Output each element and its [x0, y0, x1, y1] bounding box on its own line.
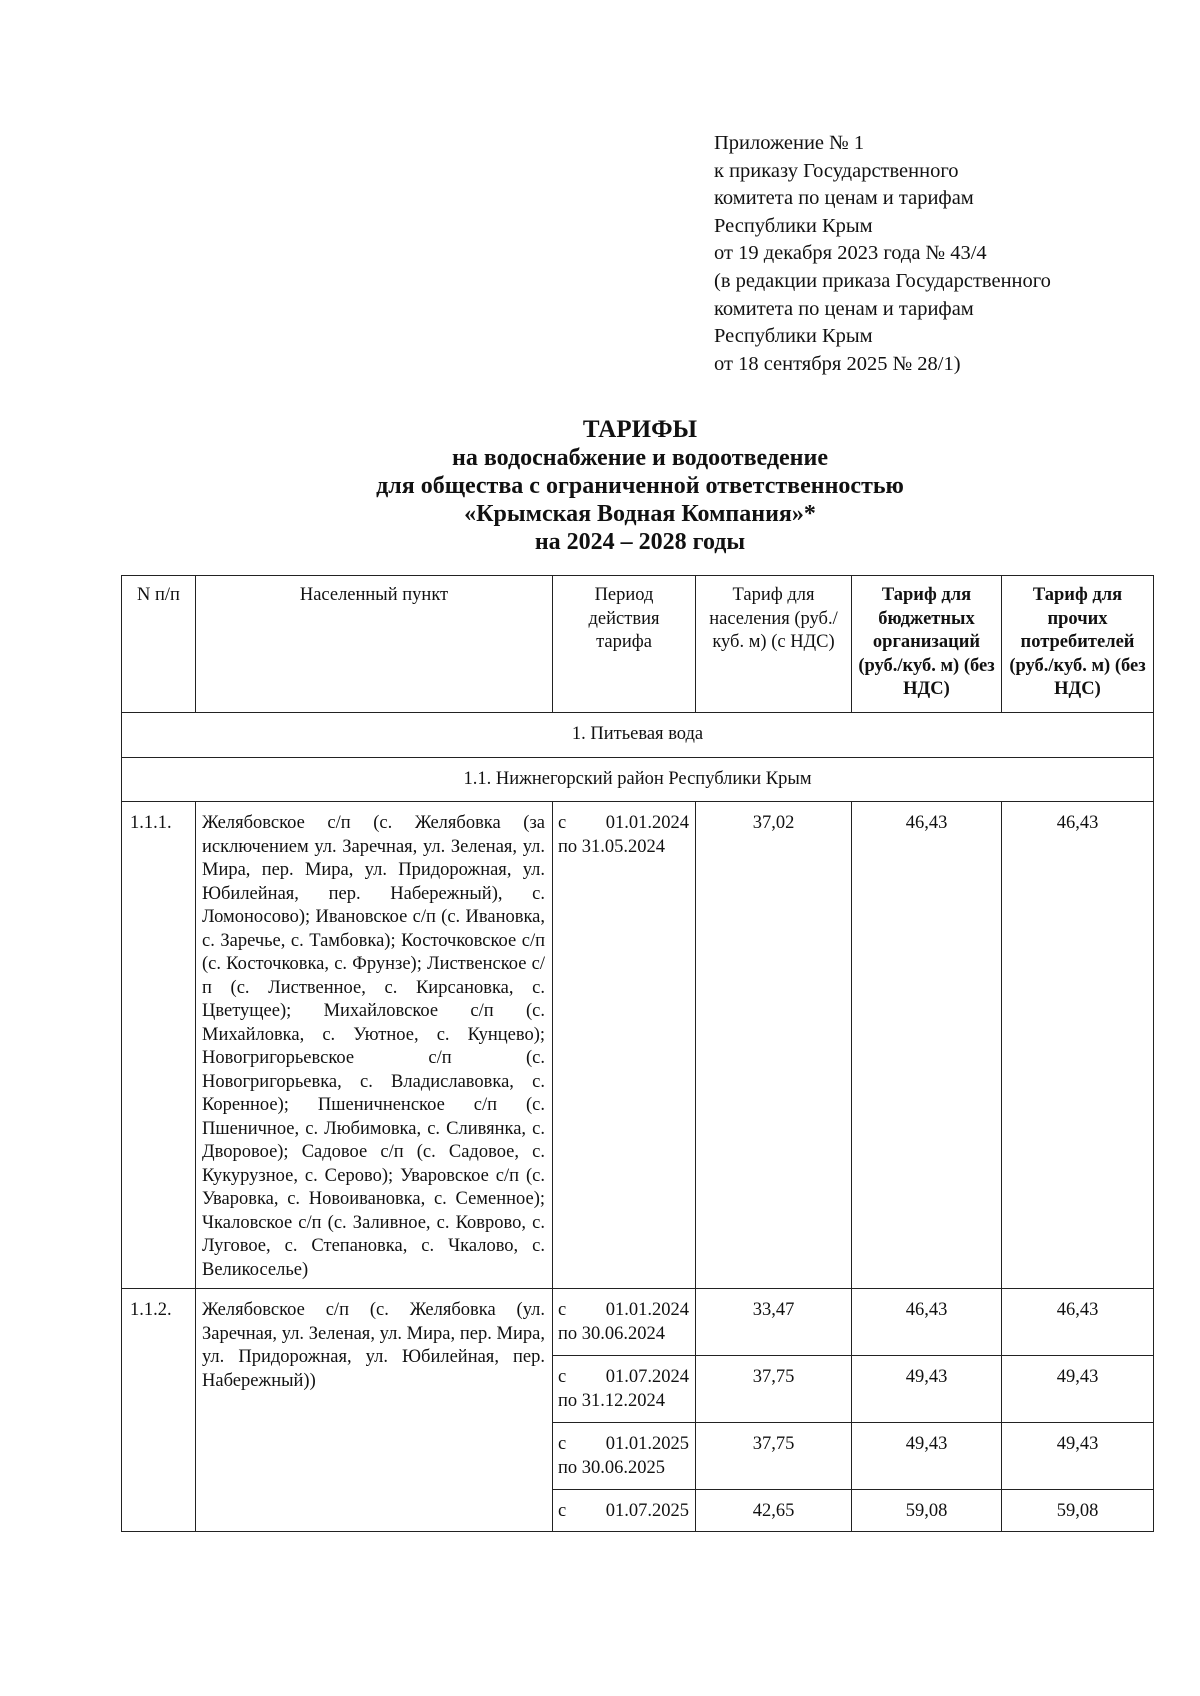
appendix-block: [714, 130, 1051, 378]
period-prefix: с: [558, 813, 567, 833]
row-period: [553, 1423, 696, 1490]
budget-tariff: 49,43: [852, 1356, 1002, 1423]
header-population: Тариф для населения (руб./куб. м) (с НДС): [696, 576, 852, 713]
appendix-line: от 18 сентября 2025 № 28/1): [714, 352, 961, 375]
period-from: 01.07.2025: [605, 1501, 689, 1521]
section-title: 1. Питьевая вода: [122, 713, 1154, 758]
row-period: [553, 802, 696, 1289]
appendix-line: Республики Крым: [714, 325, 873, 348]
appendix-line: (в редакции приказа Государственного: [714, 269, 1051, 292]
title-line: на 2024 – 2028 годы: [534, 529, 746, 555]
title-line: на водоснабжение и водоотведение: [452, 445, 828, 471]
other-tariff: 49,43: [1002, 1356, 1154, 1423]
period-prefix: с: [558, 1367, 567, 1387]
budget-tariff: 46,43: [852, 1289, 1002, 1356]
header-budget: Тариф для бюджетных организаций (руб./куб. м) (без НДС): [852, 576, 1002, 713]
appendix-line: Республики Крым: [714, 214, 873, 237]
period-to: по 30.06.2024: [558, 1323, 666, 1344]
header-other: Тариф для прочих потребителей (руб./куб. м) (без НДС): [1002, 576, 1154, 713]
population-tariff: 42,65: [696, 1490, 852, 1532]
table-row: [122, 802, 1154, 1289]
subsection-title: 1.1. Нижнегорский район Республики Крым: [122, 757, 1154, 802]
population-tariff: 37,02: [696, 802, 852, 1289]
title-line: «Крымская Водная Компания»*: [464, 501, 816, 527]
header-num: N п/п: [122, 576, 196, 713]
title-main: ТАРИФЫ: [582, 416, 698, 443]
population-tariff: 33,47: [696, 1289, 852, 1356]
period-from: 01.01.2025: [605, 1434, 689, 1454]
period-to: по 30.06.2025: [558, 1457, 666, 1478]
period-prefix: с: [558, 1434, 567, 1454]
row-number: 1.1.2.: [122, 1289, 196, 1532]
other-tariff: 59,08: [1002, 1490, 1154, 1532]
table-row: [122, 1289, 1154, 1356]
row-number: 1.1.1.: [122, 802, 196, 1289]
row-period: [553, 1289, 696, 1356]
section-row: [122, 713, 1154, 758]
header-period: Период действия тарифа: [553, 576, 696, 713]
document-title: [0, 416, 1200, 556]
period-from: 01.01.2024: [605, 813, 689, 833]
tariff-table: [121, 575, 1154, 1532]
population-tariff: 37,75: [696, 1356, 852, 1423]
row-place: Желябовское с/п (с. Желябовка (за исключением ул. Заречная, ул. Зеленая, ул. Мира, пер. Мира, ул. Придорожная, ул. Юбилейная, пер. Набережный), с. Ломоносово); Ивановское с/п (с. Ивановка, с. Заречье, с. Тамбовка); Косточковское с/п (с. Косточковка, с. Фрунзе); Лиственское с/п (с. Лиственное, с. Кирсановка, с. Цветущее); Михайловское с/п (с. Михайловка, с. Уютное, с. Кунцево); Новогригорьевское с/п (с. Новогригорьевка, с. Владиславовка, с. Коренное); Пшеничненское с/п (с. Пшеничное, с. Любимовка, с. Сливянка, с. Дворовое); Садовое с/п (с. Садовое, с. Кукурузное, с. Серово); Уваровское с/п (с. Уваровка, с. Новоивановка, с. Семенное); Чкаловское с/п (с. Заливное, с. Коврово, с. Луговое, с. Степановка, с. Чкалово, с. Великоселье): [196, 802, 553, 1289]
budget-tariff: 59,08: [852, 1490, 1002, 1532]
period-from: 01.01.2024: [605, 1300, 689, 1320]
subsection-row: [122, 757, 1154, 802]
other-tariff: 49,43: [1002, 1423, 1154, 1490]
row-period: [553, 1356, 696, 1423]
table-header-row: [122, 576, 1154, 713]
period-to: по 31.12.2024: [558, 1390, 666, 1411]
appendix-line: от 19 декабря 2023 года № 43/4: [714, 242, 987, 265]
period-prefix: с: [558, 1501, 567, 1521]
budget-tariff: 46,43: [852, 802, 1002, 1289]
appendix-line: комитета по ценам и тарифам: [714, 297, 974, 320]
other-tariff: 46,43: [1002, 1289, 1154, 1356]
period-from: 01.07.2024: [605, 1367, 689, 1387]
appendix-line: комитета по ценам и тарифам: [714, 187, 974, 210]
population-tariff: 37,75: [696, 1423, 852, 1490]
row-period: [553, 1490, 696, 1532]
appendix-line: к приказу Государственного: [714, 159, 959, 182]
period-to: по 31.05.2024: [558, 836, 666, 857]
appendix-line: Приложение № 1: [714, 132, 865, 154]
budget-tariff: 49,43: [852, 1423, 1002, 1490]
header-place: Населенный пункт: [196, 576, 553, 713]
title-line: для общества с ограниченной ответственностью: [376, 473, 904, 499]
row-place: Желябовское с/п (с. Желябовка (ул. Заречная, ул. Зеленая, ул. Мира, пер. Мира, ул. Придорожная, ул. Юбилейная, пер. Набережный)): [196, 1289, 553, 1532]
other-tariff: 46,43: [1002, 802, 1154, 1289]
period-prefix: с: [558, 1300, 567, 1320]
